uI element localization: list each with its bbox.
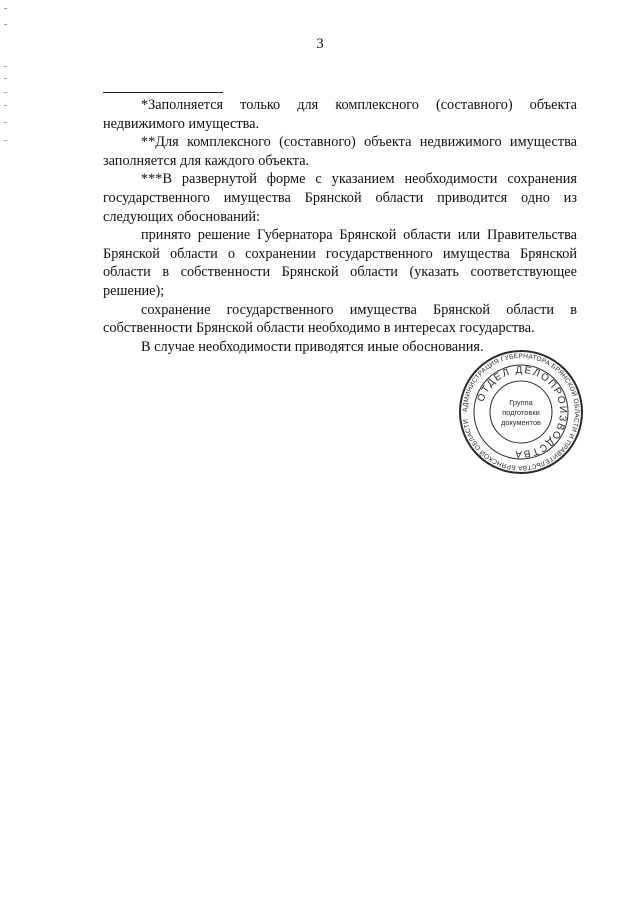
office-stamp xyxy=(458,349,584,475)
footnote-triple-asterisk: ***В развернутой форме с указанием необходимости сохранения государственного имущества Брянской области приводится одно из следующих обоснований: xyxy=(103,171,577,225)
stamp-center-line-2: подготовки xyxy=(502,408,540,417)
stamp-center-line-3: документов xyxy=(501,418,541,427)
footnotes-block xyxy=(103,96,577,356)
footnote-double-asterisk: **Для комплексного (составного) объекта недвижимого имущества заполняется для каждого объекта. xyxy=(103,134,577,169)
stamp-center-line-1: Группа xyxy=(509,398,533,407)
stamp-seal-icon xyxy=(458,349,584,475)
justification-other: В случае необходимости приводятся иные обоснования. xyxy=(141,338,484,355)
footnote-separator xyxy=(103,92,223,93)
binding-margin-marks xyxy=(4,0,18,905)
stamp-inner-text: ОТДЕЛ ДЕЛОПРОИЗВОДСТВА xyxy=(475,364,569,460)
justification-governor-decision: принято решение Губернатора Брянской области или Правительства Брянской области о сохранении государственного имущества Брянской области в собственности Брянской области (указать соответствующее решение); xyxy=(103,227,577,299)
justification-state-interest: сохранение государственного имущества Брянской области в собственности Брянской области необходимо в интересах государства. xyxy=(103,301,577,337)
page-number: 3 xyxy=(316,36,324,52)
stamp-outer-text: АДМИНИСТРАЦИЯ ГУБЕРНАТОРА БРЯНСКОЙ ОБЛАСТИ И ПРАВИТЕЛЬСТВА БРЯНСКОЙ ОБЛАСТИ xyxy=(461,352,581,472)
footnote-single-asterisk: *Заполняется только для комплексного (составного) объекта недвижимого имущества. xyxy=(103,97,577,132)
